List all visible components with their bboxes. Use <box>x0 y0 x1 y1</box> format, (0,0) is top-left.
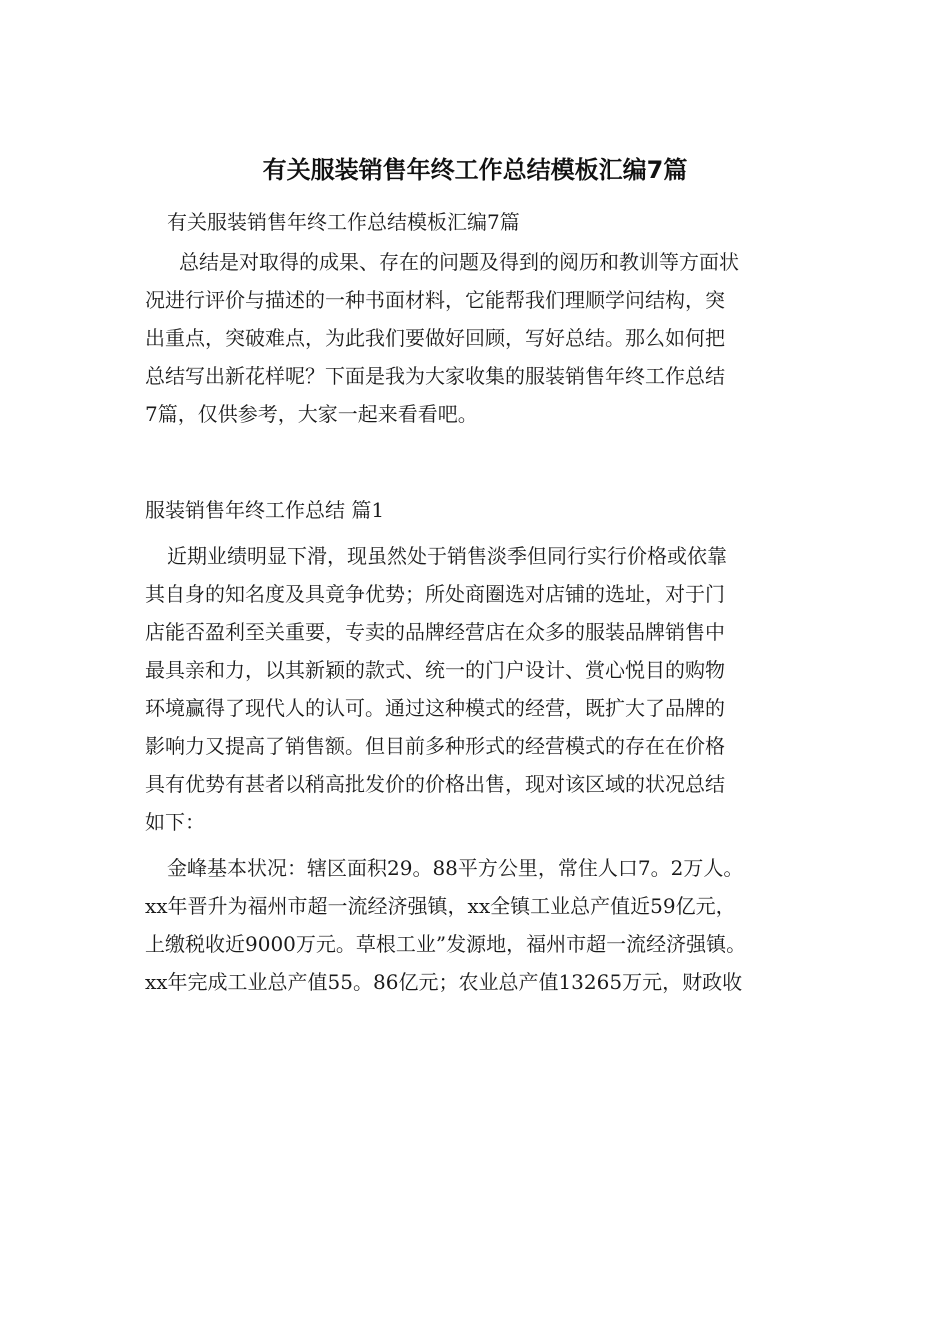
paragraph-line: 店能否盈利至关重要，专卖的品牌经营店在众多的服装品牌销售中 <box>145 620 725 644</box>
intro-line: 总结写出新花样呢？下面是我为大家收集的服装销售年终工作总结 <box>145 364 725 388</box>
paragraph-line: 上缴税收近9000万元。草根工业”发源地，福州市超一流经济强镇。 <box>145 932 747 956</box>
paragraph-line: 最具亲和力，以其新颖的款式、统一的门户设计、赏心悦目的购物 <box>145 658 725 682</box>
intro-line: 况进行评价与描述的一种书面材料，它能帮我们理顺学问结构，突 <box>145 288 725 312</box>
document-subtitle: 有关服装销售年终工作总结模板汇编7篇 <box>167 210 520 234</box>
intro-paragraph <box>145 243 809 433</box>
intro-line: 总结是对取得的成果、存在的问题及得到的阅历和教训等方面状 <box>179 250 739 274</box>
intro-line: 出重点，突破难点，为此我们要做好回顾，写好总结。那么如何把 <box>145 326 725 350</box>
document-body <box>145 203 809 1001</box>
paragraph-line: xx年晋升为福州市超一流经济强镇，xx全镇工业总产值近59亿元， <box>145 894 736 918</box>
paragraph-line: 影响力又提高了销售额。但目前多种形式的经营模式的存在在价格 <box>145 734 725 758</box>
document-title: 有关服装销售年终工作总结模板汇编7篇 <box>262 156 688 184</box>
section-paragraph <box>145 537 809 841</box>
section-paragraph <box>145 849 809 1001</box>
intro-line: 7篇，仅供参考，大家一起来看看吧。 <box>145 402 478 426</box>
paragraph-line: 近期业绩明显下滑，现虽然处于销售淡季但同行实行价格或依靠 <box>167 544 727 568</box>
paragraph-line: 环境赢得了现代人的认可。通过这种模式的经营，既扩大了品牌的 <box>145 696 725 720</box>
section-heading: 服装销售年终工作总结 篇1 <box>145 498 385 522</box>
paragraph-line: 金峰基本状况：辖区面积29。88平方公里，常住人口7。2万人。 <box>167 856 744 880</box>
paragraph-line: 具有优势有甚者以稍高批发价的价格出售，现对该区域的状况总结 <box>145 772 725 796</box>
paragraph-line: 如下： <box>145 810 205 834</box>
paragraph-line: 其自身的知名度及具竟争优势；所处商圈选对店铺的选址，对于门 <box>145 582 725 606</box>
paragraph-line: xx年完成工业总产值55。86亿元；农业总产值13265万元，财政收 <box>145 970 743 994</box>
